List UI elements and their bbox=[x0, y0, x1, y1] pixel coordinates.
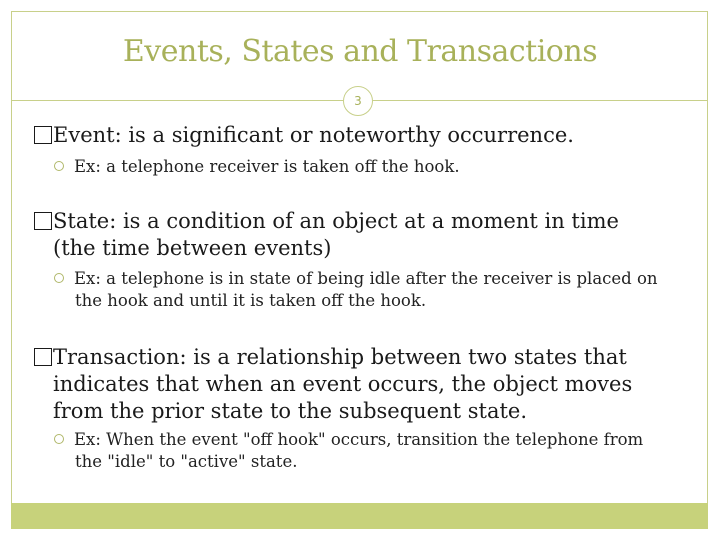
bullet-event bbox=[34, 122, 684, 149]
bullet-text: : is a significant or noteworthy occurrence. bbox=[114, 123, 574, 147]
circle-bullet-icon bbox=[54, 273, 64, 283]
bullet-term: Transaction bbox=[53, 345, 180, 369]
bullet-term: State bbox=[53, 209, 110, 233]
square-bullet-icon bbox=[34, 126, 52, 144]
square-bullet-icon bbox=[34, 212, 52, 230]
bullet-text-continuation: (the time between events) bbox=[53, 236, 332, 260]
sub-bullet-state bbox=[54, 268, 684, 312]
sub-bullet-transaction bbox=[54, 429, 684, 473]
bullet-text-continuation: indicates that when an event occurs, the object moves bbox=[53, 372, 633, 396]
slide-title: Events, States and Transactions bbox=[122, 34, 598, 69]
page-number: 3 bbox=[343, 86, 373, 116]
circle-bullet-icon bbox=[54, 434, 64, 444]
bullet-transaction bbox=[34, 344, 684, 425]
sub-bullet-text-continuation: the hook and until it is taken off the hook. bbox=[75, 291, 427, 310]
sub-bullet-text: Ex: a telephone receiver is taken off the hook. bbox=[74, 157, 460, 176]
bullet-text: : is a condition of an object at a moment in time bbox=[109, 209, 619, 233]
sub-bullet-text: Ex: When the event "off hook" occurs, transition the telephone from bbox=[74, 430, 644, 449]
circle-bullet-icon bbox=[54, 161, 64, 171]
sub-bullet-event bbox=[54, 156, 684, 178]
footer-bar bbox=[11, 503, 708, 529]
bullet-state bbox=[34, 208, 684, 262]
square-bullet-icon bbox=[34, 348, 52, 366]
sub-bullet-text-continuation: the "idle" to "active" state. bbox=[75, 452, 298, 471]
bullet-text-continuation: from the prior state to the subsequent state. bbox=[53, 399, 528, 423]
sub-bullet-text: Ex: a telephone is in state of being idle after the receiver is placed on bbox=[74, 269, 658, 288]
bullet-term: Event bbox=[53, 123, 115, 147]
bullet-text: : is a relationship between two states that bbox=[179, 345, 627, 369]
